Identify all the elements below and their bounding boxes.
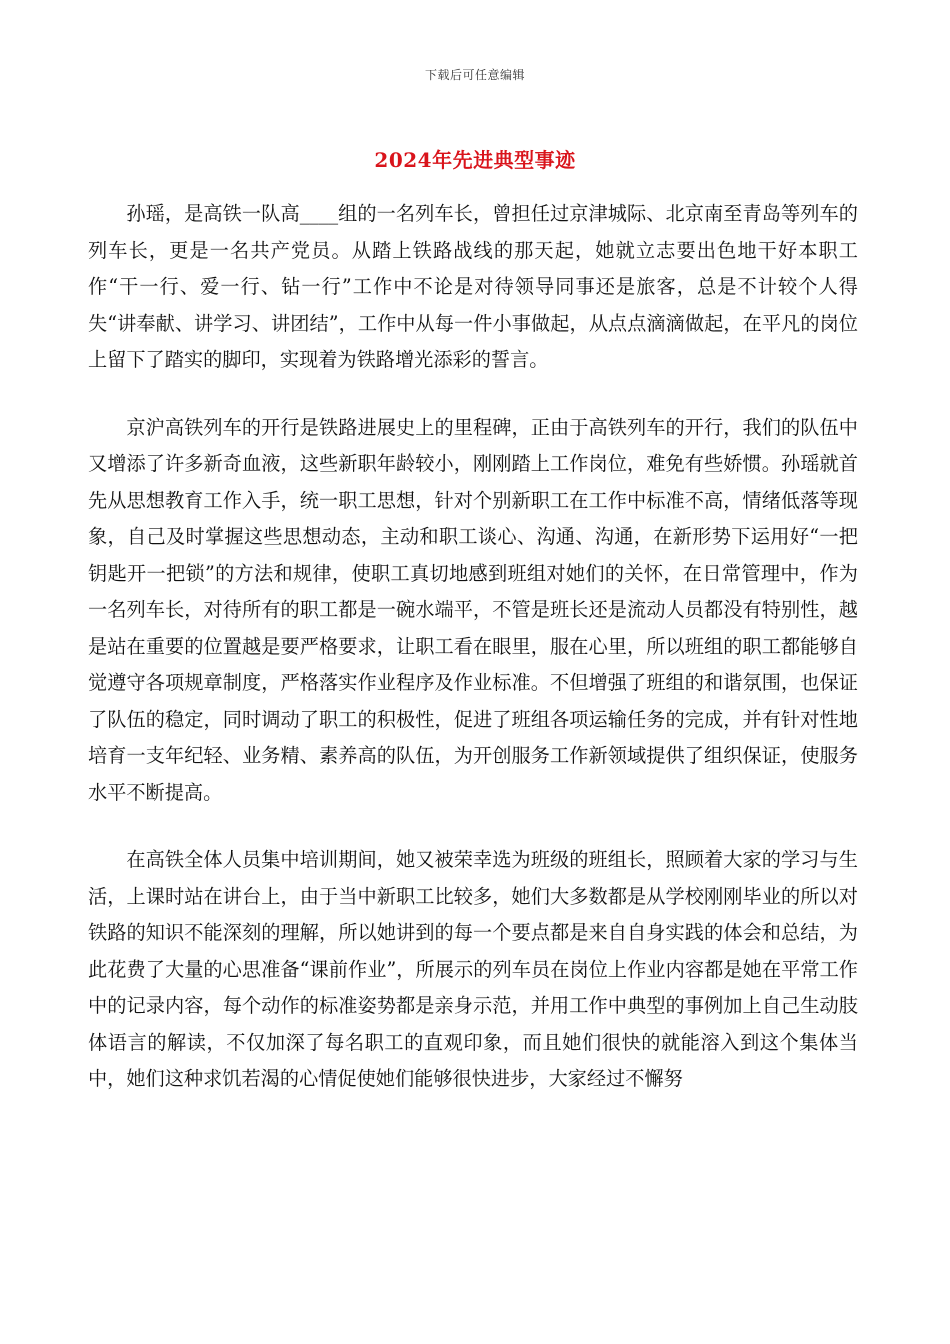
document-body — [88, 196, 858, 1129]
document-title: 2024年先进典型事迹 — [374, 148, 576, 172]
header-note: 下载后可任意编辑 — [424, 68, 525, 82]
paragraph-1: 孙瑶，是高铁一队高____组的一名列车长，曾担任过京津城际、北京南至青岛等列车的列车长，更是一名共产党员。从踏上铁路战线的那天起，她就立志要出色地干好本职工作“干一行、爱一行、钻一行”工作中不论是对待领导同事还是旅客，总是不计较个人得失“讲奉献、讲学习、讲团结”，工作中从每一件小事做起，从点点滴滴做起，在平凡的岗位上留下了踏实的脚印，实现着为铁路增光添彩的誓言。 — [88, 202, 858, 371]
paragraph-3: 在高铁全体人员集中培训期间，她又被荣幸选为班级的班组长，照顾着大家的学习与生活，上课时站在讲台上，由于当中新职工比较多，她们大多数都是从学校刚刚毕业的所以对铁路的知识不能深刻的理解，所以她讲到的每一个要点都是来自自身实践的体会和总结，为此花费了大量的心思准备“课前作业”，所展示的列车员在岗位上作业内容都是她在平常工作中的记录内容，每个动作的标准姿势都是亲身示范，并用工作中典型的事例加上自己生动肢体语言的解读，不仅加深了每名职工的直观印象，而且她们很快的就能溶入到这个集体当中，她们这种求饥若渴的心情促使她们能够很快进步，大家经过不懈努 — [88, 848, 858, 1090]
paragraph-2: 京沪高铁列车的开行是铁路进展史上的里程碑，正由于高铁列车的开行，我们的队伍中又增添了许多新奇血液，这些新职年龄较小，刚刚踏上工作岗位，难免有些娇惯。孙瑶就首先从思想教育工作入手，统一职工思想，针对个别新职工在工作中标准不高，情绪低落等现象，自己及时掌握这些思想动态，主动和职工谈心、沟通、沟通，在新形势下运用好“一把钥匙开一把锁”的方法和规律，使职工真切地感到班组对她们的关怀，在日常管理中，作为一名列车长，对待所有的职工都是一碗水端平，不管是班长还是流动人员都没有特别性，越是站在重要的位置越是要严格要求，让职工看在眼里，服在心里，所以班组的职工都能够自觉遵守各项规章制度，严格落实作业程序及作业标准。不但增强了班组的和谐氛围，也保证了队伍的稳定，同时调动了职工的积极性，促进了班组各项运输任务的完成，并有针对性地培育一支年纪轻、业务精、素养高的队伍，为开创服务工作新领域提供了组织保证，使服务水平不断提高。 — [88, 415, 858, 804]
